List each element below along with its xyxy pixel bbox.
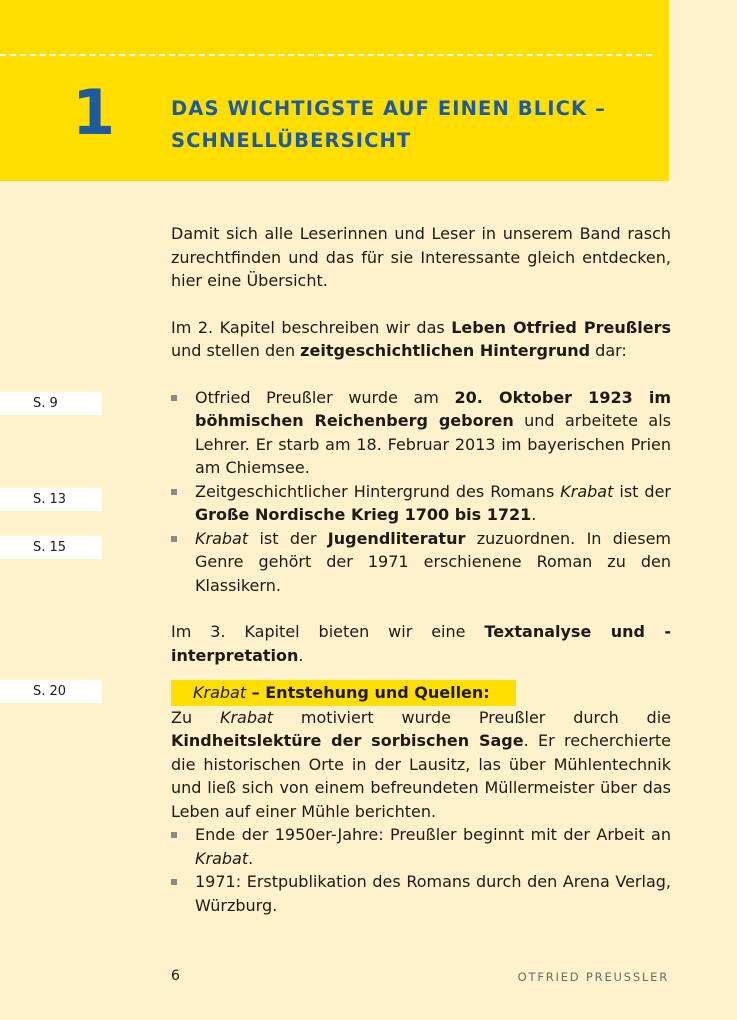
chapter2-bold-2: zeitgeschichtlichen Hintergrund: [300, 341, 591, 360]
margin-ref-s9: S. 9: [0, 392, 102, 415]
chapter2-text-2: und stellen den: [171, 341, 301, 360]
bullet-square-icon: [171, 395, 177, 401]
chapter-number: 1: [72, 76, 116, 149]
bullet-biography: Otfried Preußler wurde am 20. Oktober 1923 im böhmischen Reichenberg geboren und arbeitete als Lehrer. Er starb am 18. Februar 2013 im bayerischen Prien am Chiemsee.: [171, 386, 671, 480]
chapter2-bold-1: Leben Otfried Preußlers: [451, 317, 671, 337]
chapter-header: [0, 0, 669, 181]
chapter2-text-1: Im 2. Kapitel beschreiben wir das: [171, 317, 452, 337]
chapter2-paragraph: [171, 316, 671, 363]
main-content: [171, 222, 671, 917]
bullet-square-icon: [171, 489, 177, 495]
chapter-title-line2: SCHNELLÜBERSICHT: [171, 129, 412, 152]
header-dashed-line: [0, 54, 652, 56]
section-heading-box: Krabat – Entstehung und Quellen:: [171, 680, 516, 706]
chapter3-paragraph: Im 3. Kapitel bieten wir eine Textanalyse und -interpretation.: [171, 622, 671, 665]
bullet-writing-start: Ende der 1950er-Jahre: Preußler beginnt mit der Arbeit an Krabat.: [171, 823, 671, 870]
intro-paragraph: Damit sich alle Leserinnen und Leser in unserem Band rasch zurechtfinden und das für sie Interessante gleich entdecken, hier eine Übersicht.: [171, 224, 671, 290]
bullet-square-icon: [171, 832, 177, 838]
sources-paragraph: Zu Krabat motiviert wurde Preußler durch die Kindheitslektüre der sorbischen Sage. Er recherchierte die historischen Orte in der Lausitz, las über Mühlentechnik und ließ sich von einem befreundeten Müllermeister über das Leben auf einer Mühle berichten.: [171, 707, 672, 821]
bullet-square-icon: [171, 536, 177, 542]
running-footer-author: OTFRIED PREUSSLER: [517, 970, 669, 984]
chapter-title-line1: DAS WICHTIGSTE AUF EINEN BLICK –: [171, 97, 606, 120]
chapter-title: [171, 93, 651, 157]
bullet-square-icon: [171, 879, 177, 885]
margin-ref-s20: S. 20: [0, 680, 102, 703]
margin-ref-s13: S. 13: [0, 488, 102, 511]
bullet-historical-background: Zeitgeschichtlicher Hintergrund des Romans Krabat ist der Große Nordische Krieg 1700 bis 1721.: [171, 480, 671, 527]
chapter2-text-3: dar:: [590, 341, 627, 360]
page-number: 6: [171, 968, 180, 984]
bullet-first-publication: 1971: Erstpublikation des Romans durch den Arena Verlag, Würzburg.: [171, 870, 671, 917]
margin-ref-s15: S. 15: [0, 536, 102, 559]
bullet-genre: Krabat ist der Jugendliteratur zuzuordnen. In diesem Genre gehört der 1971 erschienene Roman zu den Klassikern.: [171, 527, 671, 598]
